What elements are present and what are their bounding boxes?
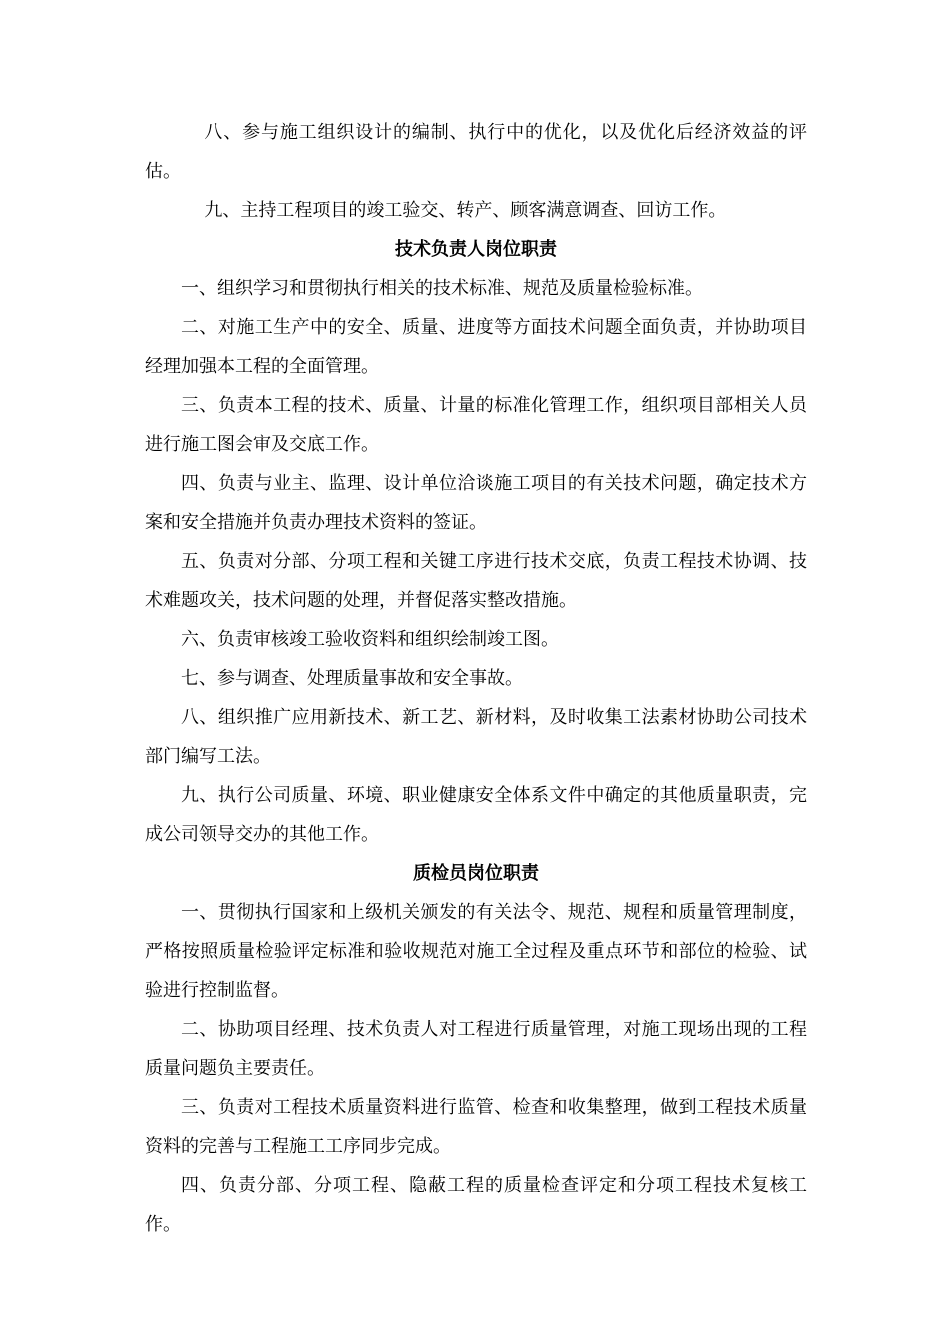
paragraph: 八、组织推广应用新技术、新工艺、新材料，及时收集工法素材协助公司技术部门编写工法。 (145, 707, 807, 767)
paragraph: 四、负责与业主、监理、设计单位洽谈施工项目的有关技术问题，确定技术方案和安全措施并负责办理技术资料的签证。 (145, 473, 807, 533)
paragraph: 二、对施工生产中的安全、质量、进度等方面技术问题全面负责，并协助项目经理加强本工程的全面管理。 (145, 317, 807, 377)
paragraph: 六、负责审核竣工验收资料和组织绘制竣工图。 (181, 629, 559, 650)
paragraph: 五、负责对分部、分项工程和关键工序进行技术交底，负责工程技术协调、技术难题攻关，技术问题的处理，并督促落实整改措施。 (145, 551, 807, 611)
paragraph: 一、贯彻执行国家和上级机关颁发的有关法令、规范、规程和质量管理制度，严格按照质量检验评定标准和验收规范对施工全过程及重点环节和部位的检验、试验进行控制监督。 (145, 902, 807, 1001)
document-body (145, 113, 807, 1244)
paragraph: 九、执行公司质量、环境、职业健康安全体系文件中确定的其他质量职责，完成公司领导交办的其他工作。 (145, 785, 807, 845)
paragraph: 七、参与调查、处理质量事故和安全事故。 (181, 668, 523, 689)
section-title-quality-inspector: 质检员岗位职责 (413, 863, 539, 884)
paragraph: 一、组织学习和贯彻执行相关的技术标准、规范及质量检验标准。 (181, 278, 703, 299)
paragraph: 四、负责分部、分项工程、隐蔽工程的质量检查评定和分项工程技术复核工作。 (145, 1175, 807, 1235)
paragraph: 三、负责本工程的技术、质量、计量的标准化管理工作，组织项目部相关人员进行施工图会审及交底工作。 (145, 395, 807, 455)
paragraph-intro-8: 八、参与施工组织设计的编制、执行中的优化，以及优化后经济效益的评估。 (145, 122, 807, 182)
paragraph: 三、负责对工程技术质量资料进行监管、检查和收集整理，做到工程技术质量资料的完善与工程施工工序同步完成。 (145, 1097, 807, 1157)
section-title-technical-lead: 技术负责人岗位职责 (395, 239, 557, 260)
paragraph: 二、协助项目经理、技术负责人对工程进行质量管理，对施工现场出现的工程质量问题负主要责任。 (145, 1019, 807, 1079)
paragraph-intro-9: 九、主持工程项目的竣工验交、转产、顾客满意调查、回访工作。 (204, 200, 727, 221)
